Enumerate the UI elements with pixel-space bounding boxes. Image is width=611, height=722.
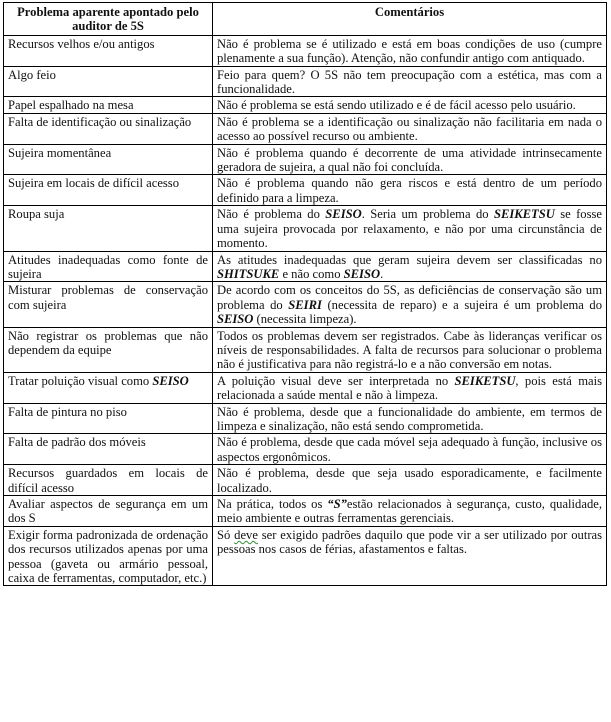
text-segment: deve	[234, 527, 258, 542]
emphasized-term: SEISO	[325, 207, 362, 222]
emphasized-term: SEIKETSU	[493, 207, 555, 222]
table-row	[4, 496, 607, 527]
text-segment: Só	[217, 527, 235, 542]
problem-cell	[4, 97, 213, 113]
problem-cell	[4, 526, 213, 586]
table-body	[4, 35, 607, 586]
text-segment: Falta de pintura no piso	[8, 404, 127, 419]
text-segment: e não como	[279, 266, 344, 281]
table-row	[4, 66, 607, 97]
comment-cell	[213, 526, 607, 586]
text-segment: Falta de identificação ou sinalização	[8, 114, 192, 129]
text-segment: Todos os problemas devem ser registrados. Cabe às lideranças verificar os níveis de responsabilidades. A falta de recursos para solucionar o problema não é justificativa para não registrá-lo e a não conversão em notas.	[217, 328, 602, 372]
text-segment: Recursos guardados em locais de difícil acesso	[8, 466, 208, 495]
text-segment: (necessita de reparo) e a sujeira é um problema do	[321, 297, 602, 312]
text-segment: .	[380, 266, 384, 281]
problem-cell	[4, 66, 213, 97]
comment-cell	[213, 327, 607, 372]
text-segment: Sujeira momentânea	[8, 145, 112, 160]
emphasized-term: SHITSUKE	[217, 266, 280, 281]
table-row	[4, 144, 607, 175]
text-segment: Não é problema, desde que a funcionalidade do ambiente, em termos de limpeza e sinalização, não está sendo comprometida.	[217, 404, 602, 433]
comment-cell	[213, 175, 607, 206]
problem-cell	[4, 175, 213, 206]
text-segment: Tratar poluição visual como	[8, 373, 153, 388]
emphasized-term: SEISO	[217, 312, 254, 327]
table-row	[4, 175, 607, 206]
problem-cell	[4, 465, 213, 496]
comment-cell	[213, 403, 607, 434]
comment-cell	[213, 372, 607, 403]
emphasized-term: SEISO	[152, 373, 189, 388]
text-segment: A poluição visual deve ser interpretada no	[217, 373, 455, 388]
text-segment: Na prática, todos os	[217, 497, 328, 511]
comment-cell	[213, 496, 607, 527]
text-segment: Não é problema, desde que seja usado esporadicamente, e facilmente localizado.	[217, 466, 602, 495]
text-segment: . Seria um problema do	[361, 207, 494, 222]
text-segment: De acordo com os conceitos do 5S, as deficiências de conservação são um problema do	[217, 283, 602, 312]
text-segment: Não é problema quando não gera riscos e está dentro de um período definido para a limpeza.	[217, 176, 602, 205]
text-segment: Algo feio	[8, 67, 56, 82]
text-segment: Falta de padrão dos móveis	[8, 435, 146, 450]
emphasized-term: SEIRI	[288, 297, 322, 312]
table-header-row	[4, 3, 607, 36]
table-row	[4, 206, 607, 251]
problem-cell	[4, 282, 213, 327]
table-row	[4, 465, 607, 496]
header-problem: Problema aparente apontado pelo auditor de 5S	[4, 3, 213, 36]
comment-cell	[213, 251, 607, 282]
table-row	[4, 434, 607, 465]
text-segment: Recursos velhos e/ou antigos	[8, 36, 155, 51]
problem-cell	[4, 251, 213, 282]
text-segment: Sujeira em locais de difícil acesso	[8, 176, 180, 191]
text-segment: As atitudes inadequadas que geram sujeira devem ser classificadas no	[217, 252, 602, 267]
text-segment: , pois está mais relacionada a saúde mental e não à limpeza.	[217, 373, 602, 403]
table-row	[4, 251, 607, 282]
text-segment: Atitudes inadequadas como fonte de sujeira	[8, 252, 208, 281]
text-segment: Não é problema se a identificação ou sinalização não facilitaria em nada o acesso ao possível recurso ou ambiente.	[217, 114, 602, 144]
header-comments: Comentários	[213, 3, 607, 36]
problem-cell	[4, 35, 213, 66]
table-row	[4, 282, 607, 327]
table-row	[4, 113, 607, 144]
text-segment: (necessita limpeza).	[253, 312, 357, 327]
emphasized-term: SEIKETSU	[454, 373, 516, 388]
table-row	[4, 97, 607, 113]
text-segment: Papel espalhado na mesa	[8, 98, 134, 113]
problem-cell	[4, 113, 213, 144]
problem-cell	[4, 372, 213, 403]
comment-cell	[213, 35, 607, 66]
problem-cell	[4, 327, 213, 372]
text-segment: Misturar problemas de conservação com sujeira	[8, 283, 208, 312]
text-segment: Feio para quem? O 5S não tem preocupação com a estética, mas com a funcionalidade.	[217, 67, 602, 97]
problem-cell	[4, 206, 213, 251]
table-row	[4, 327, 607, 372]
table-row	[4, 526, 607, 586]
comment-cell	[213, 465, 607, 496]
text-segment: Roupa suja	[8, 207, 65, 222]
text-segment: Avaliar aspectos de segurança em um dos S	[8, 497, 208, 526]
problem-cell	[4, 496, 213, 527]
table-row	[4, 35, 607, 66]
text-segment: Não é problema se está sendo utilizado e é de fácil acesso pelo usuário.	[217, 98, 576, 113]
text-segment: Não registrar os problemas que não dependem da equipe	[8, 328, 208, 357]
emphasized-term: SEISO	[343, 266, 381, 281]
comment-cell	[213, 66, 607, 97]
comment-cell	[213, 97, 607, 113]
text-segment: se fosse uma sujeira provocada por relaxamento, e não por uma circunstância de momento.	[217, 207, 602, 251]
text-segment: Não é problema quando é decorrente de uma atividade intrinsecamente geradora de sujeira, a qual não foi concluída.	[217, 145, 602, 175]
problem-cell	[4, 144, 213, 175]
comment-cell	[213, 434, 607, 465]
table-row	[4, 403, 607, 434]
problem-cell	[4, 403, 213, 434]
problems-comments-table	[3, 2, 607, 586]
text-segment: Exigir forma padronizada de ordenação dos recursos utilizados apenas por uma pessoa (gaveta ou armário pessoal, caixa de ferramentas, computador, etc.)	[8, 527, 208, 586]
text-segment: Não é problema se é utilizado e está em boas condições de uso (cumpre plenamente a sua função). Atenção, não confundir antigo com antiquado.	[217, 36, 602, 66]
emphasized-term: “S”	[327, 497, 347, 511]
text-segment: ser exigido padrões daquilo que pode vir a ser utilizado por outras pessoas nos casos de férias, afastamentos e faltas.	[217, 527, 602, 557]
table-row	[4, 372, 607, 403]
comment-cell	[213, 282, 607, 327]
comment-cell	[213, 144, 607, 175]
comment-cell	[213, 206, 607, 251]
text-segment: estão relacionados à segurança, custo, qualidade, meio ambiente e outras ferramentas gerenciais.	[217, 497, 602, 526]
text-segment: Não é problema do	[217, 207, 326, 222]
comment-cell	[213, 113, 607, 144]
text-segment: Não é problema, desde que cada móvel seja adequado à função, inclusive os aspectos ergonômicos.	[217, 435, 602, 464]
problem-cell	[4, 434, 213, 465]
